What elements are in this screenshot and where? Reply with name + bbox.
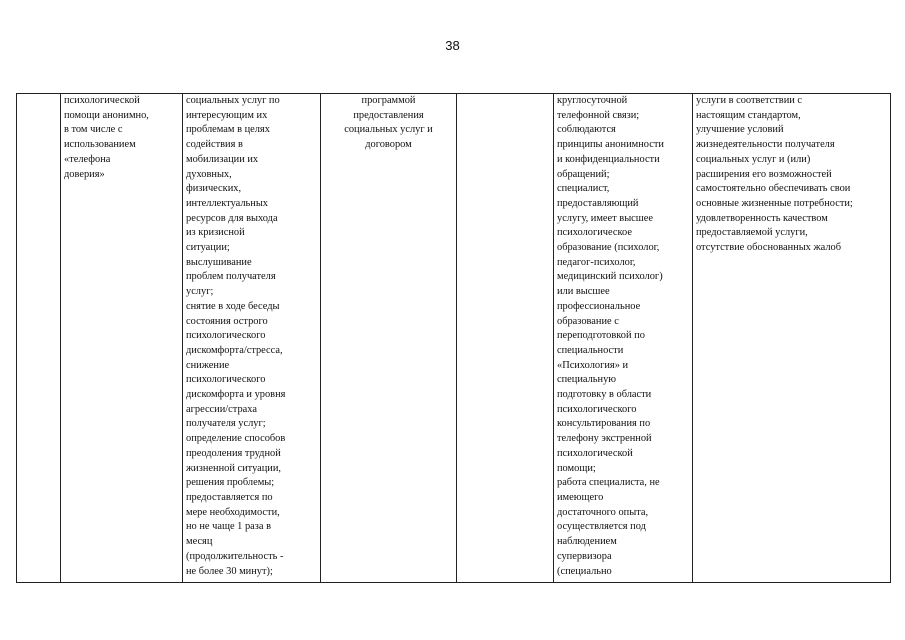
- cell-text-line: специалист,: [557, 183, 610, 195]
- cell-text-line: психологического: [186, 330, 266, 342]
- cell-text-line: переподготовкой по: [557, 330, 645, 342]
- cell-text-line: психологического: [186, 374, 266, 386]
- cell-text-line: дискомфорта/стресса,: [186, 344, 283, 356]
- cell-text-line: психологической: [557, 447, 633, 459]
- cell-text-line: круглосуточной: [557, 95, 628, 106]
- cell-text-line: предоставляемой услуги,: [696, 227, 808, 239]
- cell-text-line: содействия в: [186, 139, 243, 151]
- cell-text-line: доверия»: [64, 168, 105, 180]
- cell-text-line: психологической: [64, 95, 140, 106]
- cell-text-line: месяц: [186, 536, 213, 548]
- cell-text-line: ситуации;: [186, 242, 230, 254]
- cell-text-line: физических,: [186, 183, 242, 195]
- cell-quality-indicators: [693, 94, 891, 583]
- cell-text-line: работа специалиста, не: [557, 477, 660, 489]
- cell-text-line: преодоления трудной: [186, 447, 281, 459]
- cell-text-line: интеллектуальных: [186, 197, 268, 209]
- cell-text-line: основные жизненные потребности;: [696, 197, 853, 209]
- cell-text-line: «телефона: [64, 153, 111, 165]
- cell-text-line: социальных услуг и (или): [696, 153, 811, 165]
- cell-text-line: услугу, имеет высшее: [557, 212, 654, 224]
- cell-text-line: психологического: [557, 403, 637, 415]
- cell-text-line: расширения его возможностей: [696, 168, 832, 180]
- cell-text-line: осуществляется под: [557, 521, 646, 533]
- cell-text-line: услуг;: [186, 286, 214, 298]
- cell-text-line: проблем получателя: [186, 271, 276, 283]
- table-row: [17, 94, 891, 583]
- cell-service-terms: [321, 94, 457, 583]
- cell-text-line: духовных,: [186, 168, 232, 180]
- cell-text-line: дискомфорта и уровня: [186, 389, 286, 401]
- cell-text-line: решения проблемы;: [186, 477, 275, 489]
- cell-text-line: снижение: [186, 359, 230, 371]
- cell-text-line: снятие в ходе беседы: [186, 300, 280, 312]
- cell-text-line: медицинский психолог): [557, 271, 663, 283]
- services-standard-table: [16, 93, 891, 583]
- cell-text-line: обращений;: [557, 168, 610, 180]
- cell-text-line: проблемам в целях: [186, 124, 270, 136]
- cell-text-line: интересующим их: [186, 109, 268, 121]
- cell-text-line: соблюдаются: [557, 124, 616, 136]
- cell-text-line: консультирования по: [557, 418, 651, 430]
- cell-text-line: мобилизации их: [186, 153, 259, 165]
- cell-text-line: самостоятельно обеспечивать свои: [696, 183, 851, 195]
- cell-service-conditions: [554, 94, 693, 583]
- cell-text-line: предоставляется по: [186, 491, 273, 503]
- cell-text-line: мере необходимости,: [186, 506, 280, 518]
- cell-text-line: принципы анонимности: [557, 139, 664, 151]
- cell-text-line: педагог-психолог,: [557, 256, 636, 268]
- page-number: 38: [445, 38, 460, 53]
- cell-text-line: не более 30 минут);: [186, 565, 273, 577]
- cell-text-line: социальных услуг по: [186, 95, 280, 106]
- cell-text-line: подготовку в области: [557, 389, 652, 401]
- cell-text-line: услуги в соответствии с: [696, 95, 803, 106]
- cell-text-line: предоставляющий: [557, 197, 639, 209]
- cell-text-line: состояния острого: [186, 315, 268, 327]
- cell-text-line: программой: [361, 95, 416, 106]
- cell-text-line: получателя услуг;: [186, 418, 266, 430]
- cell-text-line: телефону экстренной: [557, 433, 652, 445]
- cell-text-line: и конфиденциальности: [557, 153, 660, 165]
- cell-text-line: специальности: [557, 344, 624, 356]
- cell-text-line: предоставления: [353, 109, 424, 121]
- cell-number: [17, 94, 61, 583]
- cell-text-line: в том числе с: [64, 124, 123, 136]
- cell-service-description: [183, 94, 321, 583]
- cell-text-line: специальную: [557, 374, 617, 386]
- cell-text-line: наблюдением: [557, 536, 617, 548]
- cell-text-line: образование с: [557, 315, 619, 327]
- cell-text-line: использованием: [64, 139, 136, 151]
- cell-text-line: психологическое: [557, 227, 632, 239]
- cell-service-name: [61, 94, 183, 583]
- cell-text-line: помощи;: [557, 462, 596, 474]
- cell-text-line: имеющего: [557, 491, 604, 503]
- cell-text-line: договором: [365, 139, 412, 151]
- cell-text-line: ресурсов для выхода: [186, 212, 278, 224]
- cell-text-line: профессиональное: [557, 300, 641, 312]
- cell-text-line: настоящим стандартом,: [696, 109, 801, 121]
- cell-text-line: помощи анонимно,: [64, 109, 149, 121]
- cell-text-line: (продолжительность -: [186, 550, 284, 562]
- cell-text-line: но не чаще 1 раза в: [186, 521, 271, 533]
- cell-text-line: жизнедеятельности получателя: [696, 139, 835, 151]
- cell-text-line: выслушивание: [186, 256, 252, 268]
- cell-text-line: образование (психолог,: [557, 242, 660, 254]
- cell-text-line: «Психология» и: [557, 359, 629, 371]
- cell-text-line: жизненной ситуации,: [186, 462, 282, 474]
- cell-per-unit-norm: [457, 94, 554, 583]
- cell-text-line: телефонной связи;: [557, 109, 640, 121]
- cell-text-line: социальных услуг и: [344, 124, 433, 136]
- cell-text-line: определение способов: [186, 433, 286, 445]
- cell-text-line: удовлетворенность качеством: [696, 212, 828, 224]
- cell-text-line: достаточного опыта,: [557, 506, 649, 518]
- cell-text-line: улучшение условий: [696, 124, 784, 136]
- cell-text-line: (специально: [557, 565, 612, 577]
- cell-text-line: супервизора: [557, 550, 612, 562]
- cell-text-line: отсутствие обоснованных жалоб: [696, 242, 842, 254]
- cell-text-line: или высшее: [557, 286, 610, 298]
- cell-text-line: агрессии/страха: [186, 403, 257, 415]
- cell-text-line: из кризисной: [186, 227, 245, 239]
